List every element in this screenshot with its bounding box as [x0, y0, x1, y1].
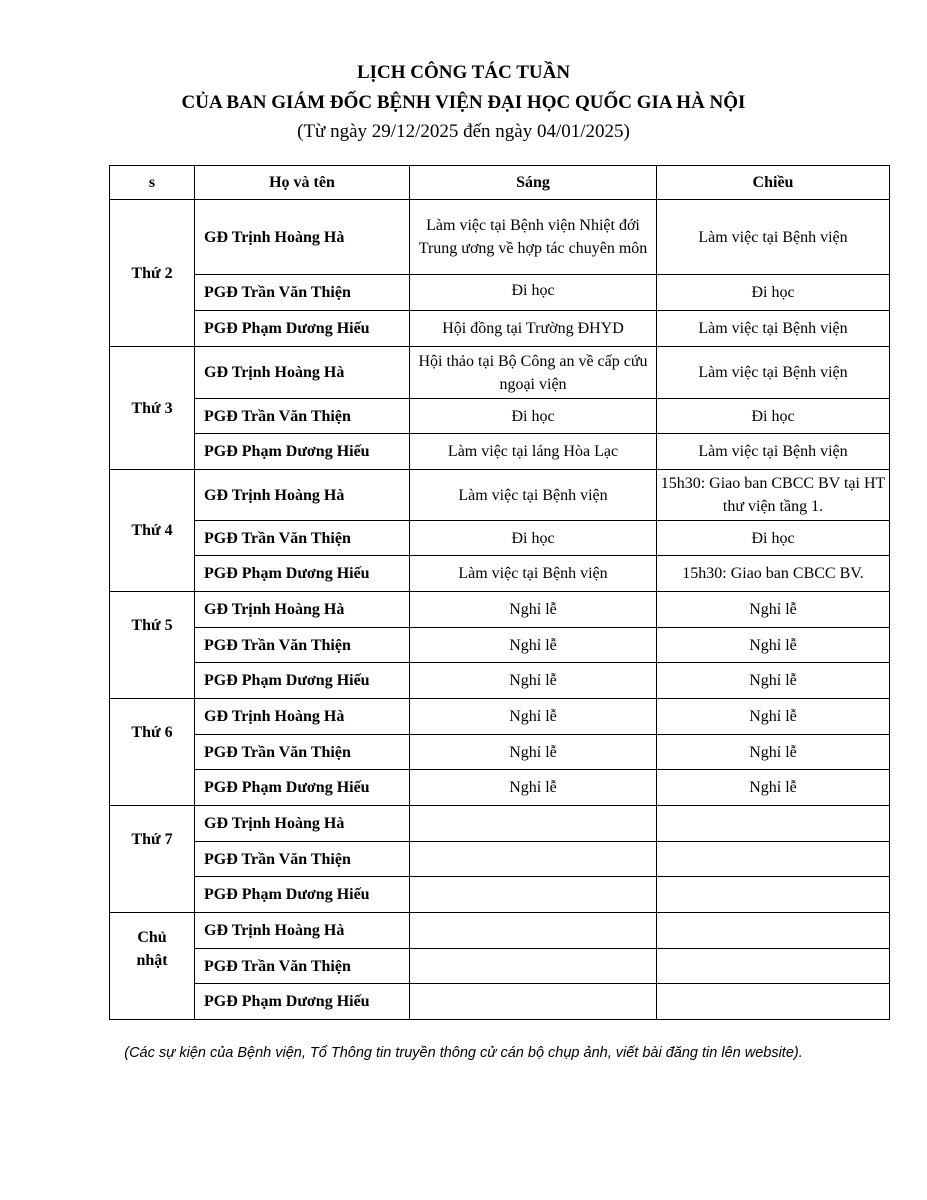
column-header-day: s — [110, 166, 195, 200]
table-row — [110, 735, 890, 770]
table-row — [110, 949, 890, 984]
table-row — [110, 556, 890, 592]
table-row — [110, 434, 890, 470]
morning-cell: Làm việc tại Bệnh viện — [410, 556, 657, 592]
morning-cell: Nghỉ lễ — [410, 592, 657, 628]
table-row — [110, 984, 890, 1020]
morning-cell: Nghỉ lễ — [410, 663, 657, 699]
afternoon-cell: Nghỉ lễ — [657, 592, 890, 628]
day-cell: Thứ 6 — [110, 699, 195, 806]
afternoon-cell: 15h30: Giao ban CBCC BV. — [657, 556, 890, 592]
name-cell: PGĐ Phạm Dương Hiếu — [195, 984, 410, 1020]
table-row — [110, 663, 890, 699]
afternoon-cell — [657, 877, 890, 913]
afternoon-cell: Đi học — [657, 275, 890, 311]
table-row — [110, 842, 890, 877]
name-cell: PGĐ Trần Văn Thiện — [195, 735, 410, 770]
day-cell: Thứ 2 — [110, 200, 195, 347]
afternoon-cell: Làm việc tại Bệnh viện — [657, 200, 890, 275]
name-cell: PGĐ Phạm Dương Hiếu — [195, 434, 410, 470]
document-title-line-2: CỦA BAN GIÁM ĐỐC BỆNH VIỆN ĐẠI HỌC QUỐC GIA HÀ NỘI — [181, 92, 746, 113]
morning-cell — [410, 842, 657, 877]
name-cell: GĐ Trịnh Hoàng Hà — [195, 592, 410, 628]
morning-cell: Đi học — [410, 275, 657, 311]
table-row — [110, 913, 890, 949]
morning-cell: Nghỉ lễ — [410, 628, 657, 663]
name-cell: PGĐ Trần Văn Thiện — [195, 399, 410, 434]
table-row — [110, 521, 890, 556]
day-cell: Thứ 7 — [110, 806, 195, 913]
morning-cell: Hội đồng tại Trường ĐHYD — [410, 311, 657, 347]
day-cell: Thứ 3 — [110, 347, 195, 470]
afternoon-cell — [657, 806, 890, 842]
afternoon-cell — [657, 984, 890, 1020]
name-cell: PGĐ Trần Văn Thiện — [195, 521, 410, 556]
afternoon-cell: Làm việc tại Bệnh viện — [657, 311, 890, 347]
name-cell: PGĐ Phạm Dương Hiếu — [195, 770, 410, 806]
morning-cell: Làm việc tại Bệnh viện Nhiệt đới Trung ương về hợp tác chuyên môn — [410, 200, 657, 275]
table-row — [110, 399, 890, 434]
morning-cell: Đi học — [410, 521, 657, 556]
afternoon-cell: Nghỉ lễ — [657, 770, 890, 806]
name-cell: PGĐ Trần Văn Thiện — [195, 275, 410, 311]
morning-cell: Đi học — [410, 399, 657, 434]
name-cell: GĐ Trịnh Hoàng Hà — [195, 200, 410, 275]
morning-cell: Nghỉ lễ — [410, 699, 657, 735]
morning-cell — [410, 913, 657, 949]
schedule-table — [109, 165, 890, 1020]
name-cell: PGĐ Phạm Dương Hiếu — [195, 556, 410, 592]
column-header-morning: Sáng — [410, 166, 657, 200]
name-cell: PGĐ Trần Văn Thiện — [195, 949, 410, 984]
afternoon-cell: Làm việc tại Bệnh viện — [657, 347, 890, 399]
table-row — [110, 806, 890, 842]
table-row — [110, 592, 890, 628]
table-row — [110, 200, 890, 275]
afternoon-cell: Đi học — [657, 399, 890, 434]
name-cell: PGĐ Phạm Dương Hiếu — [195, 877, 410, 913]
afternoon-cell: Nghỉ lễ — [657, 735, 890, 770]
afternoon-cell — [657, 949, 890, 984]
afternoon-cell: Đi học — [657, 521, 890, 556]
document-title: LỊCH CÔNG TÁC TUẦN — [356, 62, 571, 83]
morning-cell — [410, 877, 657, 913]
date-range-subtitle: (Từ ngày 29/12/2025 đến ngày 04/01/2025) — [297, 121, 630, 142]
name-cell: PGĐ Trần Văn Thiện — [195, 628, 410, 663]
table-row — [110, 770, 890, 806]
morning-cell: Nghỉ lễ — [410, 770, 657, 806]
table-row — [110, 311, 890, 347]
morning-cell — [410, 984, 657, 1020]
name-cell: GĐ Trịnh Hoàng Hà — [195, 699, 410, 735]
column-header-afternoon: Chiều — [657, 166, 890, 200]
afternoon-cell: Nghỉ lễ — [657, 699, 890, 735]
afternoon-cell: 15h30: Giao ban CBCC BV tại HT thư viện tầng 1. — [657, 470, 890, 521]
name-cell: PGĐ Phạm Dương Hiếu — [195, 663, 410, 699]
name-cell: GĐ Trịnh Hoàng Hà — [195, 470, 410, 521]
table-row — [110, 628, 890, 663]
day-cell: Thứ 4 — [110, 470, 195, 592]
table-row — [110, 470, 890, 521]
table-row — [110, 347, 890, 399]
morning-cell: Làm việc tại Bệnh viện — [410, 470, 657, 521]
table-row — [110, 877, 890, 913]
morning-cell — [410, 806, 657, 842]
name-cell: PGĐ Trần Văn Thiện — [195, 842, 410, 877]
name-cell: GĐ Trịnh Hoàng Hà — [195, 347, 410, 399]
afternoon-cell: Nghỉ lễ — [657, 663, 890, 699]
name-cell: PGĐ Phạm Dương Hiếu — [195, 311, 410, 347]
table-header-row — [110, 166, 890, 200]
footnote: (Các sự kiện của Bệnh viện, Tổ Thông tin truyền thông cử cán bộ chụp ảnh, viết bài đăng tin lên website). — [124, 1045, 803, 1061]
morning-cell — [410, 949, 657, 984]
morning-cell: Nghỉ lễ — [410, 735, 657, 770]
afternoon-cell: Nghỉ lễ — [657, 628, 890, 663]
day-cell: Chủ nhật — [110, 913, 195, 1020]
column-header-name: Họ và tên — [195, 166, 410, 200]
afternoon-cell: Làm việc tại Bệnh viện — [657, 434, 890, 470]
table-row — [110, 275, 890, 311]
name-cell: GĐ Trịnh Hoàng Hà — [195, 806, 410, 842]
morning-cell: Làm việc tại láng Hòa Lạc — [410, 434, 657, 470]
name-cell: GĐ Trịnh Hoàng Hà — [195, 913, 410, 949]
day-cell: Thứ 5 — [110, 592, 195, 699]
morning-cell: Hội thảo tại Bộ Công an về cấp cứu ngoại viện — [410, 347, 657, 399]
afternoon-cell — [657, 842, 890, 877]
afternoon-cell — [657, 913, 890, 949]
table-row — [110, 699, 890, 735]
